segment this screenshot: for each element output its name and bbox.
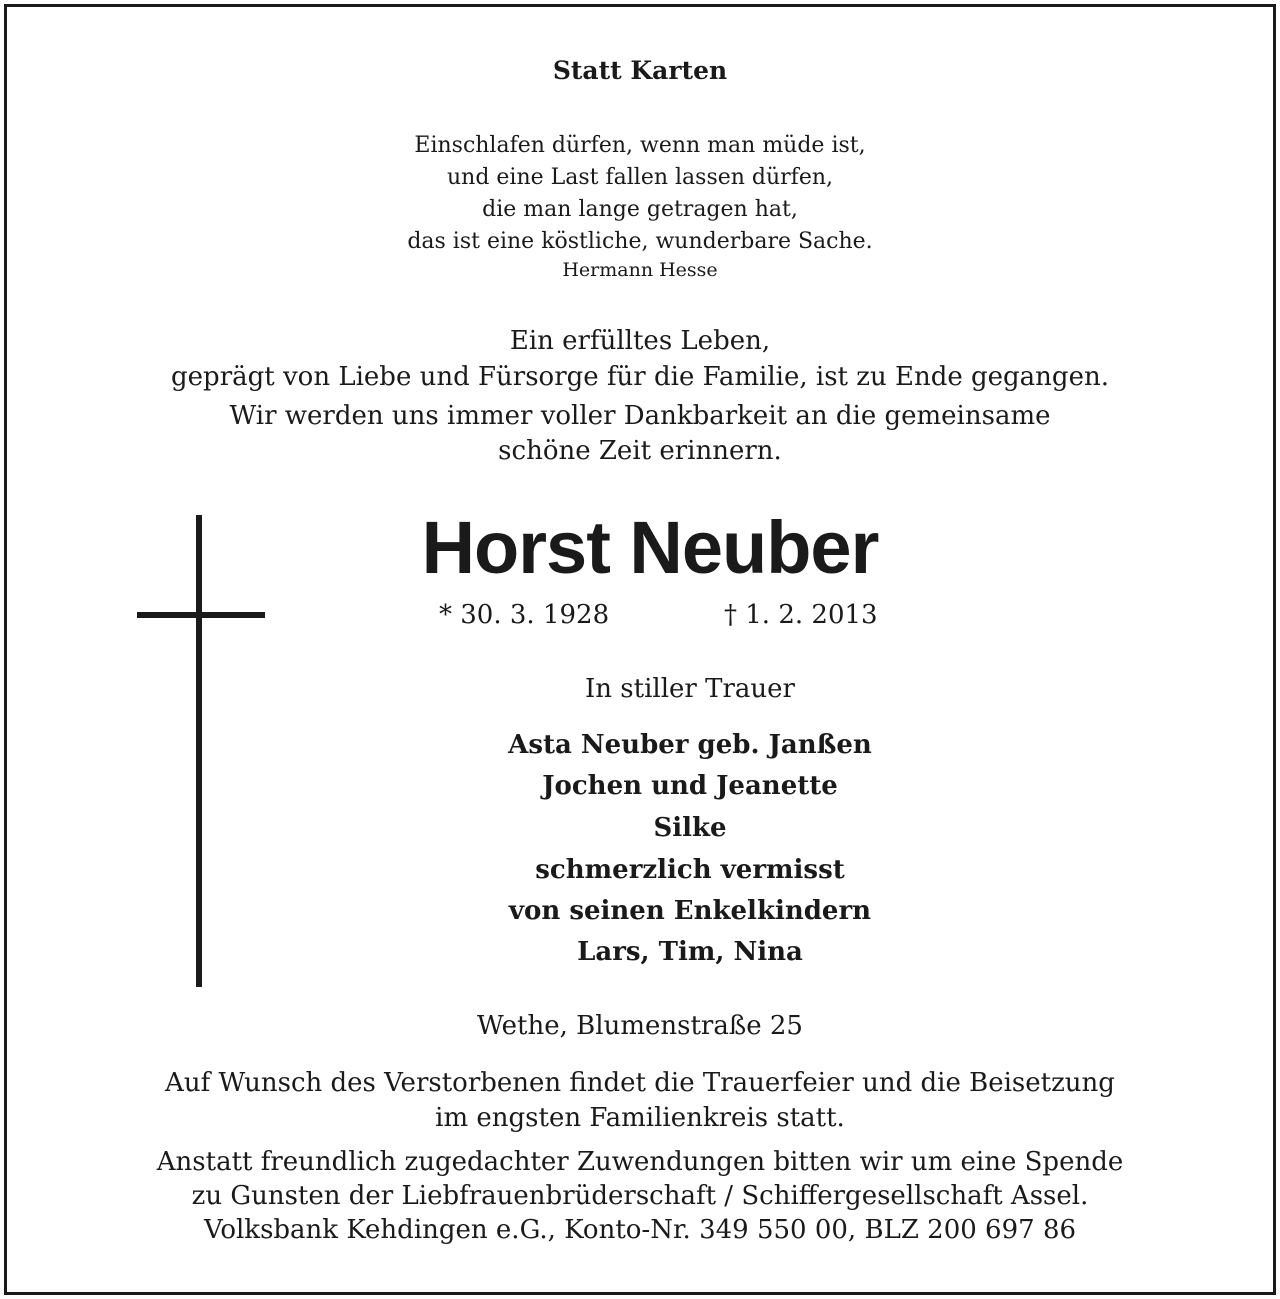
mourner-line: von seinen Enkelkindern bbox=[508, 896, 872, 926]
intro-line: schöne Zeit erinnern. bbox=[498, 436, 782, 466]
mourner-line: Asta Neuber geb. Janßen bbox=[508, 730, 872, 760]
notice-line: im engsten Familienkreis statt. bbox=[435, 1103, 845, 1133]
poem-line: und eine Last fallen lassen dürfen, bbox=[446, 165, 834, 190]
poem-author: Hermann Hesse bbox=[562, 259, 718, 281]
mourner-line: Silke bbox=[653, 813, 727, 843]
deceased-name: Horst Neuber bbox=[421, 506, 879, 589]
mourner-line: schmerzlich vermisst bbox=[535, 855, 845, 885]
notice-line: Volksbank Kehdingen e.G., Konto-Nr. 349 550 00, BLZ 200 697 86 bbox=[203, 1215, 1077, 1245]
heading: Statt Karten bbox=[552, 56, 728, 85]
intro-line: Ein erfülltes Leben, bbox=[509, 326, 771, 356]
address: Wethe, Blumenstraße 25 bbox=[477, 1011, 803, 1041]
intro-line: geprägt von Liebe und Fürsorge für die Familie, ist zu Ende gegangen. bbox=[171, 362, 1109, 392]
obituary-notice bbox=[4, 4, 1276, 1295]
poem-line: das ist eine köstliche, wunderbare Sache. bbox=[407, 229, 873, 254]
poem-line: Einschlafen dürfen, wenn man müde ist, bbox=[414, 133, 866, 158]
mourning-intro: In stiller Trauer bbox=[585, 674, 795, 704]
poem-line: die man lange getragen hat, bbox=[482, 197, 798, 222]
birth-date: * 30. 3. 1928 bbox=[439, 600, 610, 630]
mourner-line: Jochen und Jeanette bbox=[542, 771, 838, 801]
death-date: † 1. 2. 2013 bbox=[724, 600, 878, 630]
notice-line: Anstatt freundlich zugedachter Zuwendungen bitten wir um eine Spende bbox=[156, 1147, 1124, 1177]
notice-line: Auf Wunsch des Verstorbenen findet die Trauerfeier und die Beisetzung bbox=[165, 1068, 1115, 1098]
notice-line: zu Gunsten der Liebfrauenbrüderschaft / Schiffergesellschaft Assel. bbox=[191, 1181, 1089, 1211]
mourner-line: Lars, Tim, Nina bbox=[577, 937, 803, 967]
intro-line: Wir werden uns immer voller Dankbarkeit an die gemeinsame bbox=[229, 401, 1051, 431]
